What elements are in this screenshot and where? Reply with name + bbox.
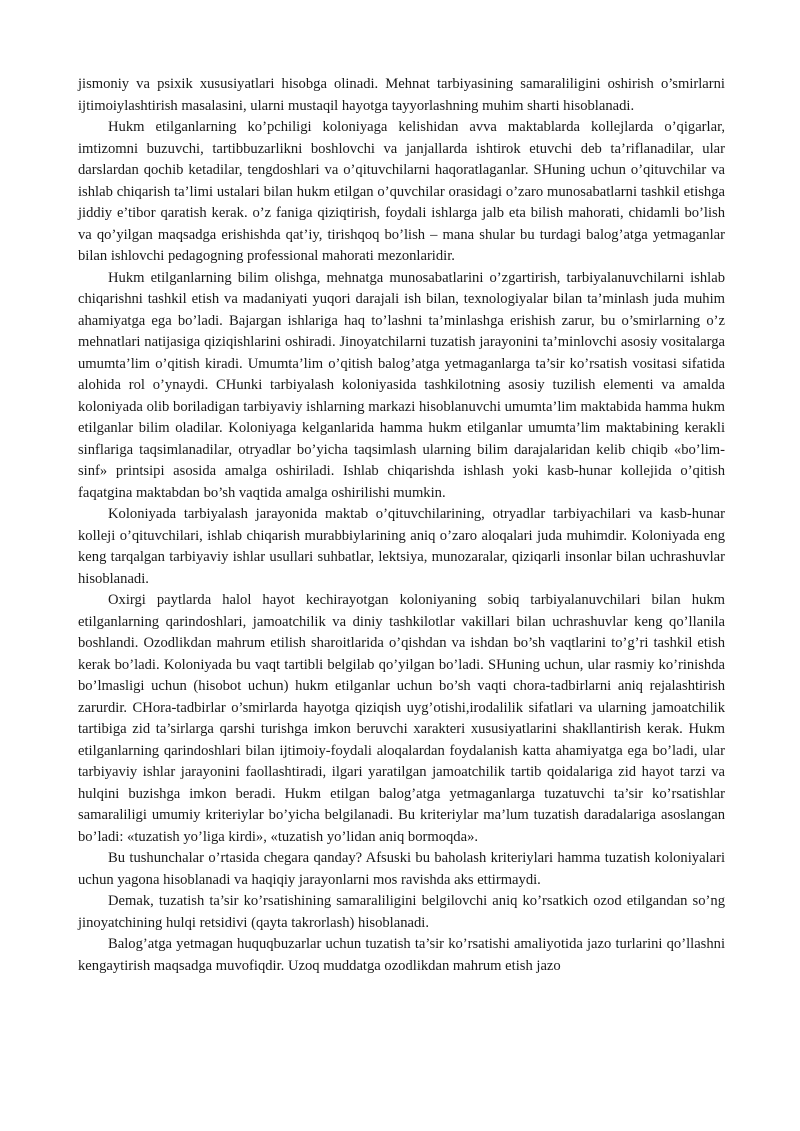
paragraph-8: Balog’atga yetmagan huquqbuzarlar uchun tuzatish ta’sir ko’rsatishi amaliyotida jazo turlarini qo’llashni kengaytirish maqsadga muvofiqdir. Uzoq muddatga ozodlikdan mahrum etish jazo <box>78 936 725 974</box>
paragraph-7: Demak, tuzatish ta’sir ko’rsatishining samaraliligini belgilovchi aniq ko’rsatkich ozod etilgandan so’ng jinoyatchining hulqi retsidivi (qayta takrorlash) hisoblanadi. <box>78 893 725 931</box>
paragraph-6: Bu tushunchalar o’rtasida chegara qanday? Afsuski bu baholash kriteriylari hamma tuzatish koloniyalari uchun yagona hisoblanadi va haqiqiy jarayonlarni mos ravishda aks ettirmaydi. <box>78 850 725 888</box>
paragraph-2: Hukm etilganlarning ko’pchiligi koloniyaga kelishidan avva maktablarda kollejlarda o’qigarlar, imtizomni buzuvchi, tartibbuzarlikni boshlovchi va janjallarda ishtirok etuvchi deb ta’riflanadilar, ular darslardan qochib ketadilar, tengdoshlari va o’qituvchilarni haqoratlaganlar. SHuning uchun o’qituvchilar va ishlab chiqarish ta’limi ustalari bilan hukm etilgan o’quvchilar orasidagi o’zaro munosabatlarni tashkil etishga jiddiy e’tibor qaratish kerak. o’z faniga qiziqtirish, foydali ishlarga jalb eta bilish mahorati, chidamli bo’lish va qo’yilgan maqsadga erishishda qat’iy, tirishqoq bo’lish – mana shular bu turdagi balog’atga yetmaganlar bilan ishlovchi pedagogning professional mahorati mezonlaridir. <box>78 119 725 264</box>
paragraph-1: jismoniy va psixik xususiyatlari hisobga olinadi. Mehnat tarbiyasining samaraliligini oshirish o’smirlarni ijtimoiylashtirish masalasini, ularni mustaqil hayotga tayyorlashning muhim sharti hisoblanadi. <box>78 76 725 114</box>
paragraph-4: Koloniyada tarbiyalash jarayonida maktab o’qituvchilarining, otryadlar tarbiyachilari va kasb-hunar kolleji o’qituvchilari, ishlab chiqarish murabbiylarining aniq o’zaro aloqalari juda muhimdir. Koloniyada eng keng tarqalgan tarbiyaviy ishlar usullari suhbatlar, lektsiya, munozaralar, qiziqarli insonlar bilan uchrashuvlar hisoblanadi. <box>78 506 725 587</box>
paragraph-5: Oxirgi paytlarda halol hayot kechirayotgan koloniyaning sobiq tarbiyalanuvchilari bilan hukm etilganlarning qarindoshlari, jamoatchilik va diniy tashkilotlar vakillari bilan uchrashuvlar keng qo’llanila boshlandi. Ozodlikdan mahrum etilish sharoitlarida o’qishdan va ishdan bo’sh vaqtlarini to’g’ri tashkil etish kerak bo’ladi. Koloniyada bu vaqt tartibli belgilab qo’yilgan bo’ladi. SHuning uchun, ular rasmiy ko’rinishda bo’lmasligi uchun (hisobot uchun) hukm etilganlar uchun bo’sh vaqti chora-tadbirlarni aniq rejalashtirish zarurdir. CHora-tadbirlar o’smirlarda hayotga qiziqish uyg’otishi,irodalilik sifatlari va ularning jamoatchilik tartibiga zid ta’sirlarga qarshi turishga imkon beruvchi xarakteri xususiyatlarini shakllantirish kerak. Hukm etilganlarning qarindoshlari bilan ijtimoiy-foydali aloqalardan foydalanish katta ahamiyatga ega bo’ladi, ular tarbiyaviy ishlar jarayonini faollashtiradi, ilgari yaratilgan jamoatchilik tartib qoidalariga zid hayot tarzi va hulqini buzishga imkon beradi. Hukm etilgan balog’atga yetmaganlarga tuzatuvchi ta’sir ko’rsatishlar samaraliligi umumiy kriteriylar bo’yicha belgilanadi. Bu kriteriylar ma’lum tuzatish daradalariga asoslangan bo’ladi: «tuzatish yo’liga kirdi», «tuzatish yo’lidan aniq bormoqda». <box>78 592 725 845</box>
paragraph-3: Hukm etilganlarning bilim olishga, mehnatga munosabatlarini o’zgartirish, tarbiyalanuvchilarni ishlab chiqarishni tashkil etish va madaniyati yuqori darajali ish bilan, texnologiyalar bilan ta’minlash juda muhim ahamiyatga ega bo’ladi. Bajargan ishlariga haq to’lashni ta’minlashga erishish zarur, bu o’smirlarning o’z mehnatlari natijasiga qiziqishlarini oshiradi. Jinoyatchilarni tuzatish jarayonini ta’minlovchi asosiy vositalarga umumta’lim o’qitish kiradi. Umumta’lim o’qitish balog’atga yetmaganlarga ta’sir ko’rsatish vositasi sifatida alohida rol o’ynaydi. CHunki tarbiyalash koloniyasida tashkilotning asosiy tuzilish elementi va amalda koloniyada olib boriladigan tarbiyaviy ishlarning markazi hisoblanuvchi umumta’lim maktabida hamma hukm etilganlar bilim oladilar. Koloniyaga kelganlarida hamma hukm etilganlar umumta’lim maktabining kerakli sinflariga taqsimlanadilar, otryadlar bo’yicha taqsimlash ularning bilim darajalaridan kelib chiqib «bo’lim-sinf» printsipi asosida amalga oshiriladi. Ishlab chiqarishda ishlash yoki kasb-hunar kollejida o’qitish faqatgina maktabdan bo’sh vaqtida amalga oshirilishi mumkin. <box>78 269 725 501</box>
document-page <box>78 74 725 977</box>
